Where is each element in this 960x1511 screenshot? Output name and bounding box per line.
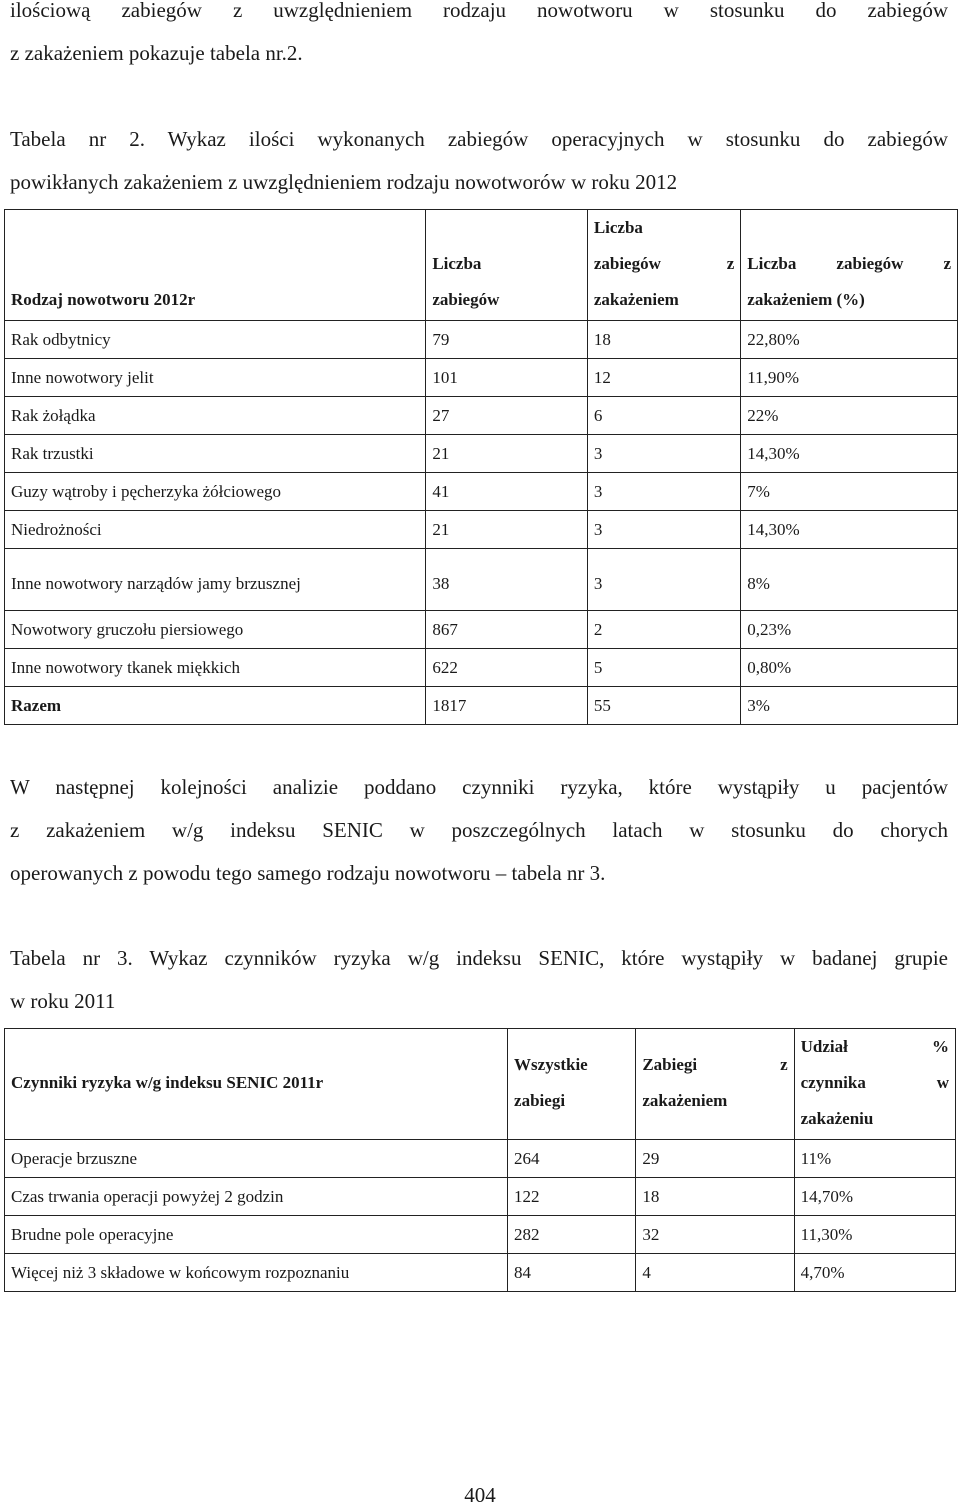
table3-cell: 11% (794, 1140, 955, 1178)
table3-cell: 11,30% (794, 1216, 955, 1254)
page-number: 404 (464, 1483, 496, 1507)
table2-cell: Inne nowotwory jelit (5, 359, 426, 397)
table3 (4, 1028, 956, 1292)
table2-cell: 22% (741, 397, 958, 435)
table3-cell: 264 (508, 1140, 636, 1178)
table-row (5, 549, 958, 611)
table3-header-col3: Udział % czynnika w zakażeniu (794, 1029, 955, 1140)
table-row (5, 1216, 956, 1254)
table3-cell: 14,70% (794, 1178, 955, 1216)
table3-header-col1: Wszystkie zabiegi (508, 1029, 636, 1140)
table3-cell: Więcej niż 3 składowe w końcowym rozpoznaniu (5, 1254, 508, 1292)
table-row (5, 435, 958, 473)
table2-cell: 2 (587, 611, 740, 649)
table2-cell: 18 (587, 321, 740, 359)
table-row (5, 511, 958, 549)
table2-cell: 21 (426, 435, 588, 473)
table3-caption (10, 937, 948, 1023)
table3-header-col2: Zabiegi z zakażeniem (636, 1029, 794, 1140)
table2-header-col2: Liczba zabiegów z zakażeniem (587, 210, 740, 321)
middle-line-2: z zakażeniem w/g indeksu SENIC w poszczególnych latach w stosunku do chorych (10, 818, 948, 842)
table2-cell: Niedrożności (5, 511, 426, 549)
table2-cell: 0,23% (741, 611, 958, 649)
table2-header-col1: Liczba zabiegów (426, 210, 588, 321)
table2-cell: 38 (426, 549, 588, 611)
table2-cell: 6 (587, 397, 740, 435)
table3-caption-line-1: Tabela nr 3. Wykaz czynników ryzyka w/g indeksu SENIC, które wystąpiły w badanej grupie (10, 946, 948, 970)
table2-cell: 3% (741, 687, 958, 725)
intro-line-2: z zakażeniem pokazuje tabela nr.2. (10, 41, 303, 65)
table3-header-col0: Czynniki ryzyka w/g indeksu SENIC 2011r (5, 1029, 508, 1140)
table2-cell: 55 (587, 687, 740, 725)
table2-cell: 11,90% (741, 359, 958, 397)
table3-cell: 84 (508, 1254, 636, 1292)
table2-cell: Inne nowotwory tkanek miękkich (5, 649, 426, 687)
table3-caption-line-2: w roku 2011 (10, 989, 116, 1013)
table2-header-col0: Rodzaj nowotworu 2012r (5, 210, 426, 321)
table2-caption-line-2: powikłanych zakażeniem z uwzględnieniem rodzaju nowotworów w roku 2012 (10, 170, 678, 194)
table2-cell: 1817 (426, 687, 588, 725)
table-row (5, 397, 958, 435)
table-row (5, 1140, 956, 1178)
table3-cell: 18 (636, 1178, 794, 1216)
table3-cell: Operacje brzuszne (5, 1140, 508, 1178)
table2-caption-line-1: Tabela nr 2. Wykaz ilości wykonanych zabiegów operacyjnych w stosunku do zabiegów (10, 127, 948, 151)
middle-line-3: operowanych z powodu tego samego rodzaju nowotworu – tabela nr 3. (10, 861, 606, 885)
table2-cell: 622 (426, 649, 588, 687)
intro-line-1: ilościową zabiegów z uwzględnieniem rodzaju nowotworu w stosunku do zabiegów (10, 0, 948, 22)
table2-cell: 14,30% (741, 511, 958, 549)
table2-cell: 8% (741, 549, 958, 611)
table2-caption (10, 118, 948, 204)
middle-line-1: W następnej kolejności analizie poddano czynniki ryzyka, które wystąpiły u pacjentów (10, 775, 948, 799)
table2-cell: 41 (426, 473, 588, 511)
table2-cell: Nowotwory gruczołu piersiowego (5, 611, 426, 649)
table3-cell: 4 (636, 1254, 794, 1292)
table2-cell: 3 (587, 511, 740, 549)
table2-cell: 867 (426, 611, 588, 649)
table2-cell: 3 (587, 435, 740, 473)
table2-cell: 79 (426, 321, 588, 359)
table3-cell: 282 (508, 1216, 636, 1254)
table3-cell: 4,70% (794, 1254, 955, 1292)
table-row (5, 649, 958, 687)
table-row (5, 321, 958, 359)
table2-cell: 27 (426, 397, 588, 435)
table2-total-label: Razem (5, 687, 426, 725)
table2-cell: Rak odbytnicy (5, 321, 426, 359)
table2-cell: Rak żołądka (5, 397, 426, 435)
table-row (5, 611, 958, 649)
table2-header-col3: Liczba zabiegów z zakażeniem (%) (741, 210, 958, 321)
table3-header-row (5, 1029, 956, 1140)
table-row (5, 473, 958, 511)
table2-cell: Inne nowotwory narządów jamy brzusznej (5, 549, 426, 611)
table2-header-row (5, 210, 958, 321)
table3-cell: Brudne pole operacyjne (5, 1216, 508, 1254)
table2-cell: 12 (587, 359, 740, 397)
table2-cell: Rak trzustki (5, 435, 426, 473)
table3-cell: 32 (636, 1216, 794, 1254)
table-row (5, 359, 958, 397)
intro-paragraph (10, 0, 948, 75)
table2-cell: 3 (587, 549, 740, 611)
table2-cell: 5 (587, 649, 740, 687)
table2-cell: 22,80% (741, 321, 958, 359)
table-row (5, 1254, 956, 1292)
table2-cell: Guzy wątroby i pęcherzyka żółciowego (5, 473, 426, 511)
table2-cell: 3 (587, 473, 740, 511)
table2-cell: 0,80% (741, 649, 958, 687)
table3-cell: 122 (508, 1178, 636, 1216)
middle-paragraph (10, 766, 948, 895)
table2 (4, 209, 958, 725)
table-row-total (5, 687, 958, 725)
table-row (5, 1178, 956, 1216)
table2-cell: 101 (426, 359, 588, 397)
table3-cell: 29 (636, 1140, 794, 1178)
table3-cell: Czas trwania operacji powyżej 2 godzin (5, 1178, 508, 1216)
table2-cell: 14,30% (741, 435, 958, 473)
table2-cell: 21 (426, 511, 588, 549)
table2-cell: 7% (741, 473, 958, 511)
